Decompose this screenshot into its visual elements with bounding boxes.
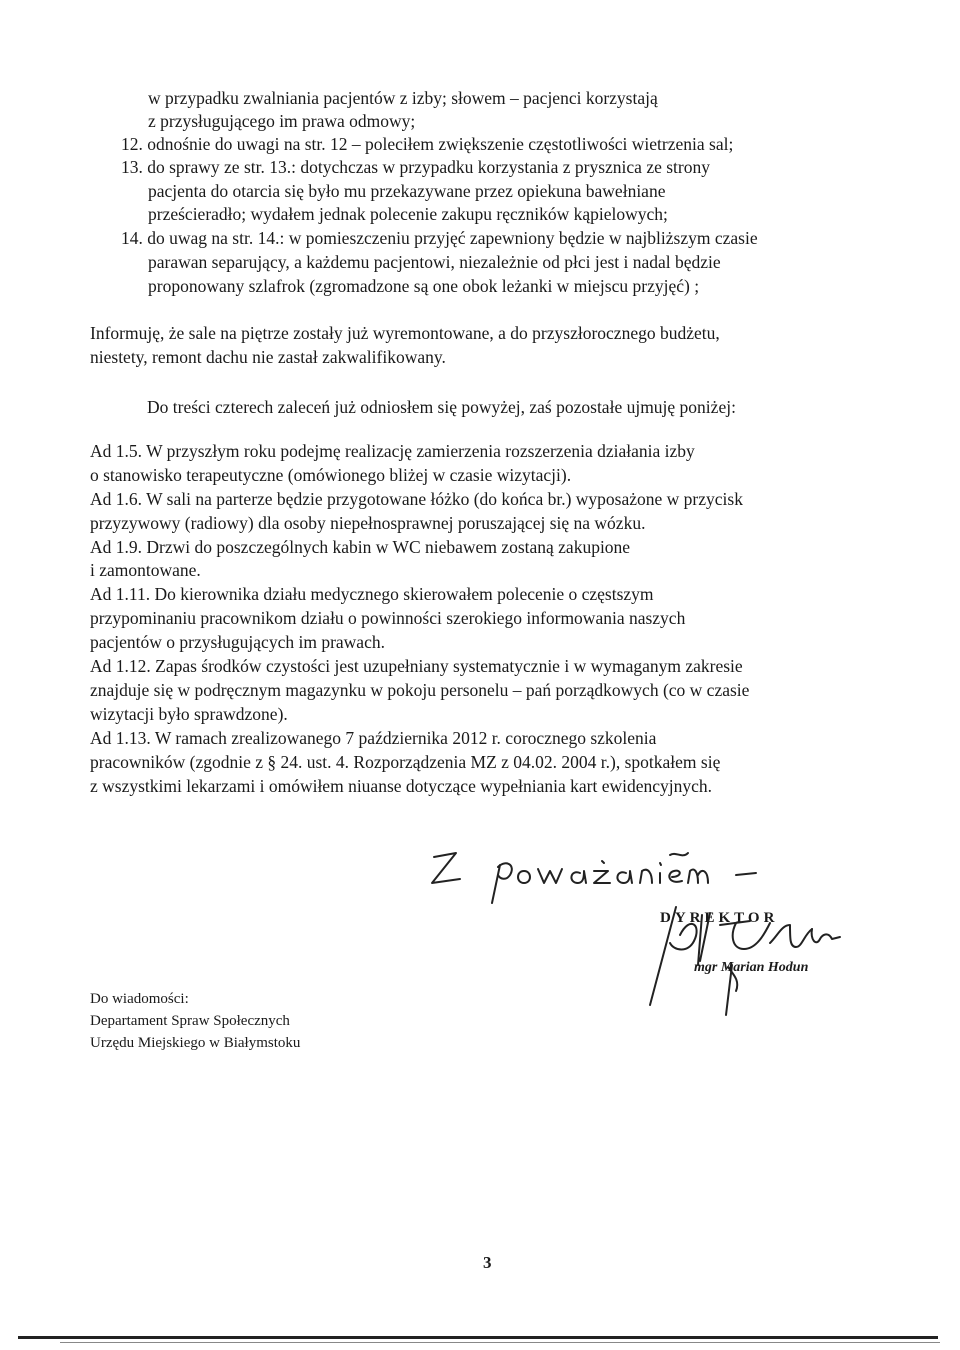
cc-line-1: Departament Spraw Społecznych xyxy=(90,1013,290,1029)
ad-line: pracowników (zgodnie z § 24. ust. 4. Rozporządzenia MZ z 04.02. 2004 r.), spotkałem się xyxy=(90,752,721,772)
ad-line: z wszystkimi lekarzami i omówiłem niuanse dotyczące wypełniania kart ewidencyjnych. xyxy=(90,776,713,796)
ad-line: znajduje się w podręcznym magazynku w pokoju personelu – pań porządkowych (co w czasie xyxy=(90,680,750,700)
page-number: 3 xyxy=(483,1253,492,1272)
list-item-13: 13. do sprawy ze str. 13.: dotychczas w przypadku korzystania z prysznica ze strony xyxy=(121,157,710,177)
list-line: prześcieradło; wydałem jednak polecenie zakupu ręczników kąpielowych; xyxy=(148,204,668,224)
bottom-rule-thin xyxy=(60,1342,940,1343)
list-line: parawan separujący, a każdemu pacjentowi, niezależnie od płci jest i nadal będzie xyxy=(148,252,721,272)
ad-line: przyzywowy (radiowy) dla osoby niepełnosprawnej poruszającej się na wózku. xyxy=(90,513,646,533)
list-line: proponowany szlafrok (zgromadzone są one obok leżanki w miejscu przyjęć) ; xyxy=(148,276,700,296)
ad-line: o stanowisko terapeutyczne (omówionego bliżej w czasie wizytacji). xyxy=(90,465,572,485)
list-line: w przypadku zwalniania pacjentów z izby; słowem – pacjenci korzystają xyxy=(148,88,658,108)
list-item-12: 12. odnośnie do uwagi na str. 12 – poleciłem zwiększenie częstotliwości wietrzenia sal; xyxy=(121,134,734,154)
cc-line-2: Urzędu Miejskiego w Białymstoku xyxy=(90,1035,301,1051)
signature-mark xyxy=(640,895,880,1015)
paragraph-line: Informuję, że sale na piętrze zostały już wyremontowane, a do przyszłorocznego budżetu, xyxy=(90,323,720,343)
list-item-14: 14. do uwag na str. 14.: w pomieszczeniu przyjęć zapewniony będzie w najbliższym czasie xyxy=(121,228,758,248)
bottom-rule xyxy=(18,1336,938,1339)
ad-1-6: Ad 1.6. W sali na parterze będzie przygotowane łóżko (do końca br.) wyposażone w przycisk xyxy=(90,489,743,509)
ad-1-11: Ad 1.11. Do kierownika działu medycznego skierowałem polecenie o częstszym xyxy=(90,584,654,604)
list-line: pacjenta do otarcia się było mu przekazywane przez opiekuna bawełniane xyxy=(148,181,666,201)
stamp-title: DYREKTOR xyxy=(660,910,779,926)
paragraph-line: Do treści czterech zaleceń już odniosłem się powyżej, zaś pozostałe ujmuję poniżej: xyxy=(147,397,736,417)
ad-line: i zamontowane. xyxy=(90,560,201,580)
stamp-name: mgr Marian Hodun xyxy=(694,960,809,975)
list-line: z przysługującego im prawa odmowy; xyxy=(148,111,416,131)
ad-1-5: Ad 1.5. W przyszłym roku podejmę realizację zamierzenia rozszerzenia działania izby xyxy=(90,441,695,461)
ad-line: przypominaniu pracownikom działu o powinności szerokiego informowania naszych xyxy=(90,608,686,628)
paragraph-line: niestety, remont dachu nie zastał zakwalifikowany. xyxy=(90,347,446,367)
cc-heading: Do wiadomości: xyxy=(90,991,189,1007)
ad-1-13: Ad 1.13. W ramach zrealizowanego 7 października 2012 r. corocznego szkolenia xyxy=(90,728,657,748)
ad-line: pacjentów o przysługujących im prawach. xyxy=(90,632,385,652)
ad-line: wizytacji było sprawdzone). xyxy=(90,704,288,724)
ad-1-9: Ad 1.9. Drzwi do poszczególnych kabin w WC niebawem zostaną zakupione xyxy=(90,537,631,557)
ad-1-12: Ad 1.12. Zapas środków czystości jest uzupełniany systematycznie i w wymaganym zakresie xyxy=(90,656,743,676)
